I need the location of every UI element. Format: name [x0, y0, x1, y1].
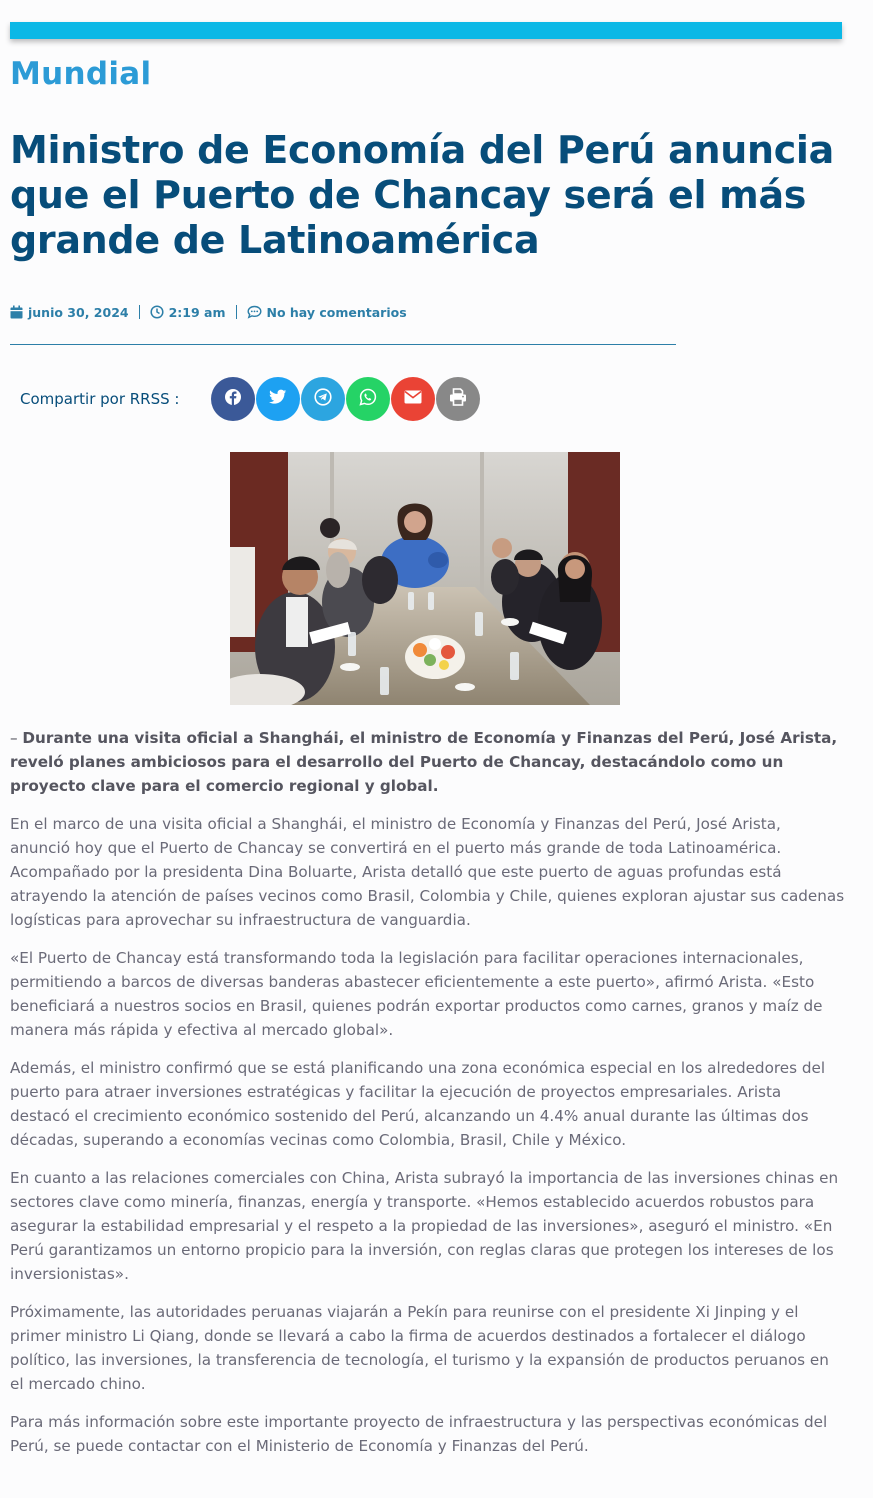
- comment-icon: [247, 305, 262, 319]
- facebook-icon: [224, 388, 242, 411]
- post-date[interactable]: [10, 305, 129, 320]
- print-button[interactable]: [436, 377, 480, 421]
- post-comments[interactable]: [247, 305, 407, 320]
- lead-bold-text: Durante una visita oficial a Shanghái, el ministro de Economía y Finanzas del Perú, José Arista, reveló planes ambiciosos para el desarrollo del Puerto de Chancay, destacándolo como un proyecto clave para el comercio regional y global.: [10, 729, 838, 795]
- email-icon: [404, 390, 422, 409]
- divider: [10, 344, 676, 345]
- meta-separator: [139, 305, 140, 319]
- article-paragraph: En el marco de una visita oficial a Shanghái, el ministro de Economía y Finanzas del Perú, José Arista, anunció hoy que el Puerto de Chancay se convertirá en el puerto más grande de toda Latinoamérica. Acompañado por la presidenta Dina Boluarte, Arista detalló que este puerto de aguas profundas está atrayendo la atención de países vecinos como Brasil, Colombia y Chile, quienes exploran ajustar sus cadenas logísticas para aprovechar su infraestructura de vanguardia.: [10, 815, 845, 929]
- article-paragraph: Además, el ministro confirmó que se está planificando una zona económica especial en los alrededores del puerto para atraer inversiones estratégicas y facilitar la ejecución de proyectos empresariales. Arista destacó el crecimiento económico sostenido del Perú, alcanzando un 4.4% anual durante las últimas dos décadas, superando a economías vecinas como Colombia, Brasil, Chile y México.: [10, 1059, 826, 1149]
- clock-icon: [150, 305, 164, 319]
- twitter-icon: [269, 389, 287, 410]
- post-comments-text: No hay comentarios: [266, 304, 407, 320]
- post-time: [150, 305, 226, 320]
- meta-separator: [236, 305, 237, 319]
- top-accent-bar: [10, 22, 842, 39]
- share-whatsapp-button[interactable]: [346, 377, 390, 421]
- article-paragraph: «El Puerto de Chancay está transformando toda la legislación para facilitar operaciones internacionales, permitiendo a barcos de diversas banderas abastecer eficientemente a este puerto», afirmó Arista. «Esto beneficiará a nuestros socios en Brasil, quienes podrán exportar productos como carnes, granos y maíz de manera más rápida y efectiva al mercado global».: [10, 949, 823, 1039]
- calendar-icon: [10, 305, 23, 319]
- whatsapp-icon: [359, 388, 377, 411]
- article-title: Ministro de Economía del Perú anuncia que el Puerto de Chancay será el más grande de Latinoamérica: [10, 128, 834, 262]
- share-telegram-button[interactable]: [301, 377, 345, 421]
- telegram-icon: [314, 388, 332, 411]
- share-email-button[interactable]: [391, 377, 435, 421]
- share-buttons: [211, 377, 480, 421]
- post-time-text: 2:19 am: [168, 304, 226, 320]
- category-label[interactable]: Mundial: [10, 56, 152, 92]
- share-label: Compartir por RRSS :: [20, 390, 180, 408]
- article-body: [10, 726, 845, 1472]
- article-photo: [230, 452, 620, 705]
- article-paragraph: En cuanto a las relaciones comerciales con China, Arista subrayó la importancia de las inversiones chinas en sectores clave como minería, finanzas, energía y transporte. «Hemos establecido acuerdos robustos para asegurar la estabilidad empresarial y el respeto a la propiedad de las inversiones», aseguró el ministro. «En Perú garantizamos un entorno propicio para la inversión, con reglas claras que protegen los intereses de los inversionistas».: [10, 1169, 839, 1283]
- print-icon: [449, 388, 467, 411]
- share-twitter-button[interactable]: [256, 377, 300, 421]
- article-paragraph: Próximamente, las autoridades peruanas viajarán a Pekín para reunirse con el presidente Xi Jinping y el primer ministro Li Qiang, donde se llevará a cabo la firma de acuerdos destinados a fortalecer el diálogo político, las inversiones, la transferencia de tecnología, el turismo y la expansión de productos peruanos en el mercado chino.: [10, 1303, 829, 1393]
- article-paragraph: Para más información sobre este importante proyecto de infraestructura y las perspectivas económicas del Perú, se puede contactar con el Ministerio de Economía y Finanzas del Perú.: [10, 1413, 828, 1455]
- article-lead: [10, 726, 845, 798]
- post-date-text: junio 30, 2024: [28, 304, 129, 320]
- post-meta: [10, 303, 407, 321]
- share-facebook-button[interactable]: [211, 377, 255, 421]
- lead-prefix: –: [10, 729, 23, 747]
